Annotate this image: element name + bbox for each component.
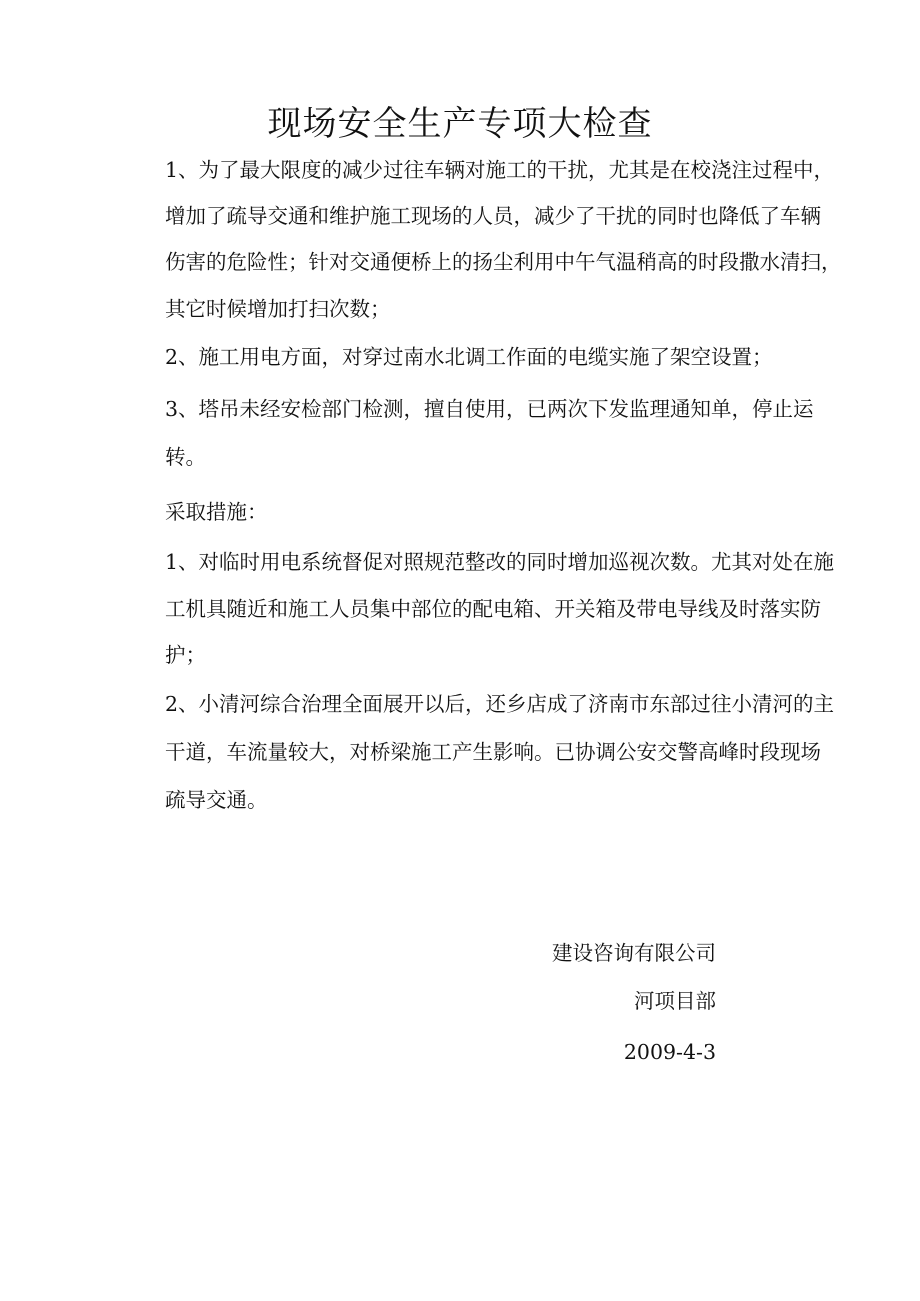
body-line: 干道，车流量较大，对桥梁施工产生影响。已协调公安交警高峰时段现场 bbox=[165, 740, 821, 764]
body-line: 其它时候增加打扫次数； bbox=[165, 297, 391, 321]
signature-company: 建设咨询有限公司 bbox=[552, 941, 716, 965]
document-title: 现场安全生产专项大检查 bbox=[267, 104, 653, 144]
body-line: 3、塔吊未经安检部门检测，擅自使用，已两次下发监理通知单，停止运 bbox=[165, 397, 814, 421]
body-line: 工机具随近和施工人员集中部位的配电箱、开关箱及带电导线及时落实防 bbox=[165, 597, 821, 621]
body-line: 增加了疏导交通和维护施工现场的人员，减少了干扰的同时也降低了车辆 bbox=[165, 204, 821, 228]
body-line: 2、施工用电方面，对穿过南水北调工作面的电缆实施了架空设置； bbox=[165, 345, 773, 369]
body-line: 护； bbox=[165, 643, 206, 667]
body-line: 疏导交通。 bbox=[165, 788, 268, 812]
body-line: 1、为了最大限度的减少过往车辆对施工的干扰，尤其是在校浇注过程中， bbox=[165, 158, 835, 182]
signature-department: 河项目部 bbox=[634, 989, 716, 1013]
body-line: 伤害的危险性；针对交通便桥上的扬尘利用中午气温稍高的时段撒水清扫， bbox=[165, 250, 842, 274]
body-line: 1、对临时用电系统督促对照规范整改的同时增加巡视次数。尤其对处在施 bbox=[165, 550, 835, 574]
signature-date: 2009-4-3 bbox=[623, 1040, 716, 1064]
body-line: 2、小清河综合治理全面展开以后，还乡店成了济南市东部过往小清河的主 bbox=[165, 692, 835, 716]
body-line: 转。 bbox=[165, 445, 206, 469]
section-heading: 采取措施： bbox=[165, 500, 268, 524]
